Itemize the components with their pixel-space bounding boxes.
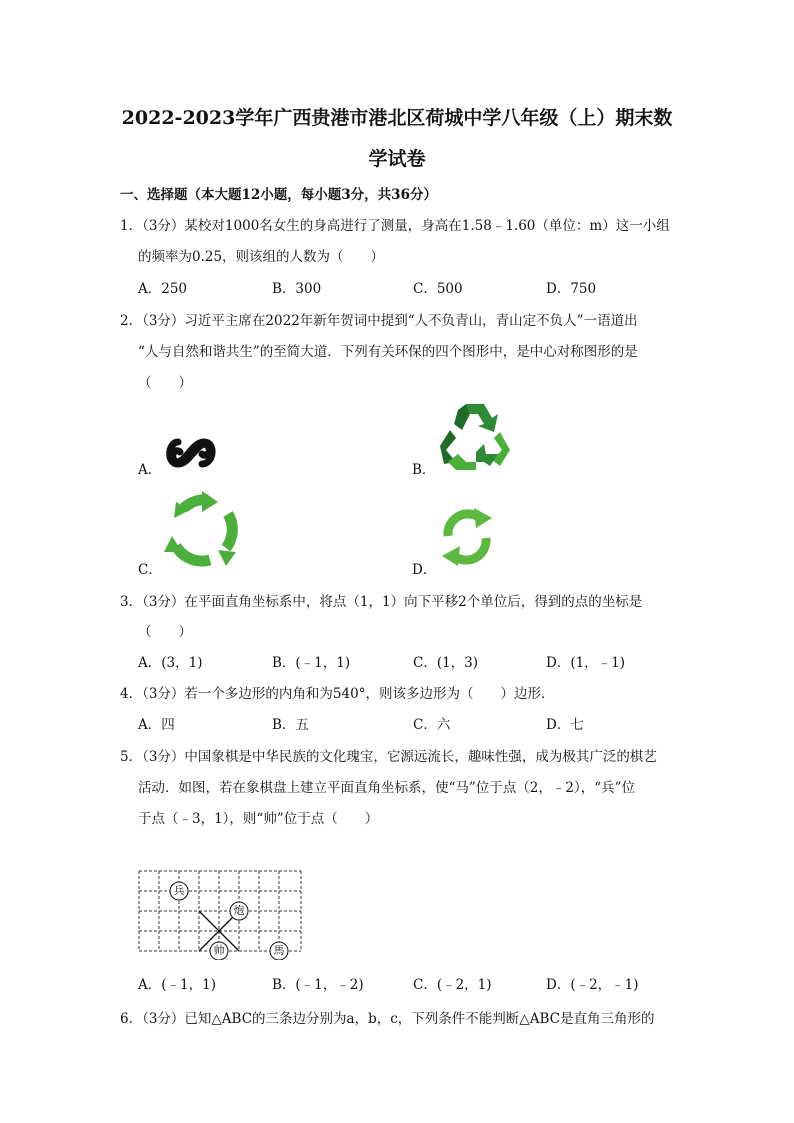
q1-option-c: C．500 (413, 281, 463, 297)
q5-option-d: D．(﹣2，﹣1) (546, 977, 639, 993)
q3-option-c: C．(1，3) (413, 655, 479, 671)
q4-option-b: B．五 (272, 717, 309, 733)
q5-text-line3: 于点（﹣3，1），则“帅”位于点（ ） (138, 811, 379, 827)
piece-shuai: 帅 (213, 944, 225, 957)
two-arrow-cycle-icon (436, 506, 498, 568)
q2-label-c: C． (138, 562, 162, 578)
q2-text-line2: “人与自然和谐共生”的至简大道．下列有关环保的四个图形中，是中心对称图形的是 (138, 344, 638, 360)
recycle-symbol-icon (436, 402, 512, 472)
q1-option-b: B．300 (272, 281, 322, 297)
q4-option-a: A．四 (138, 717, 175, 733)
q3-option-d: D．(1，﹣1) (546, 655, 626, 671)
circular-arrows-icon (162, 490, 244, 570)
q1-option-a: A．250 (138, 281, 188, 297)
piece-pao: 炮 (233, 904, 245, 917)
exam-title-line2: 学试卷 (368, 148, 426, 170)
q3-option-b: B．(﹣1，1) (272, 655, 351, 671)
exam-title-line1: 2022-2023学年广西贵港市港北区荷城中学八年级（上）期末数 (121, 107, 673, 129)
q5-option-b: B．(﹣1，﹣2) (272, 977, 364, 993)
q2-text-line1: 2．（3分）习近平主席在2022年新年贺词中提到“人不负青山，青山定不负人”一语道出 (120, 313, 638, 329)
q1-text-line2: 的频率为0.25，则该组的人数为（ ） (138, 249, 385, 265)
q2-label-a: A． (138, 462, 162, 478)
q3-text-line1: 3．（3分）在平面直角坐标系中，将点（1，1）向下平移2个单位后，得到的点的坐标是 (120, 594, 643, 610)
q5-option-a: A．(﹣1，1) (138, 977, 216, 993)
section-heading: 一、选择题（本大题12小题，每小题3分，共36分） (120, 187, 437, 203)
q5-text-line2: 活动．如图，若在象棋盘上建立平面直角坐标系，使“马”位于点（2，﹣2），“兵”位 (138, 780, 636, 796)
q2-label-d: D． (412, 562, 437, 578)
q3-option-a: A．(3，1) (138, 655, 203, 671)
q1-text-line1: 1．（3分）某校对1000名女生的身高进行了测量，身高在1.58﹣1.60（单位：m）这一小组 (120, 218, 670, 234)
piece-bing: 兵 (173, 884, 185, 897)
q2-label-b: B． (412, 462, 436, 478)
xiangqi-board-figure (138, 868, 304, 960)
q1-option-d: D．750 (546, 281, 597, 297)
q4-option-c: C．六 (413, 717, 451, 733)
piece-ma: 馬 (273, 944, 285, 957)
q4-text-line1: 4．（3分）若一个多边形的内角和为540°，则该多边形为（ ）边形． (120, 686, 555, 702)
q3-text-line2: （ ） (138, 624, 192, 640)
q4-option-d: D．七 (546, 717, 584, 733)
q5-option-c: C．(﹣2，1) (413, 977, 492, 993)
q2-text-line3: （ ） (138, 375, 192, 391)
q5-text-line1: 5．（3分）中国象棋是中华民族的文化瑰宝，它源远流长，趣味性强，成为极其广泛的棋艺 (120, 749, 657, 765)
infinity-loop-icon (162, 436, 220, 470)
q6-text-line1: 6．（3分）已知△ABC的三条边分别为a，b，c，下列条件不能判断△ABC是直角三角形的 (120, 1011, 655, 1027)
